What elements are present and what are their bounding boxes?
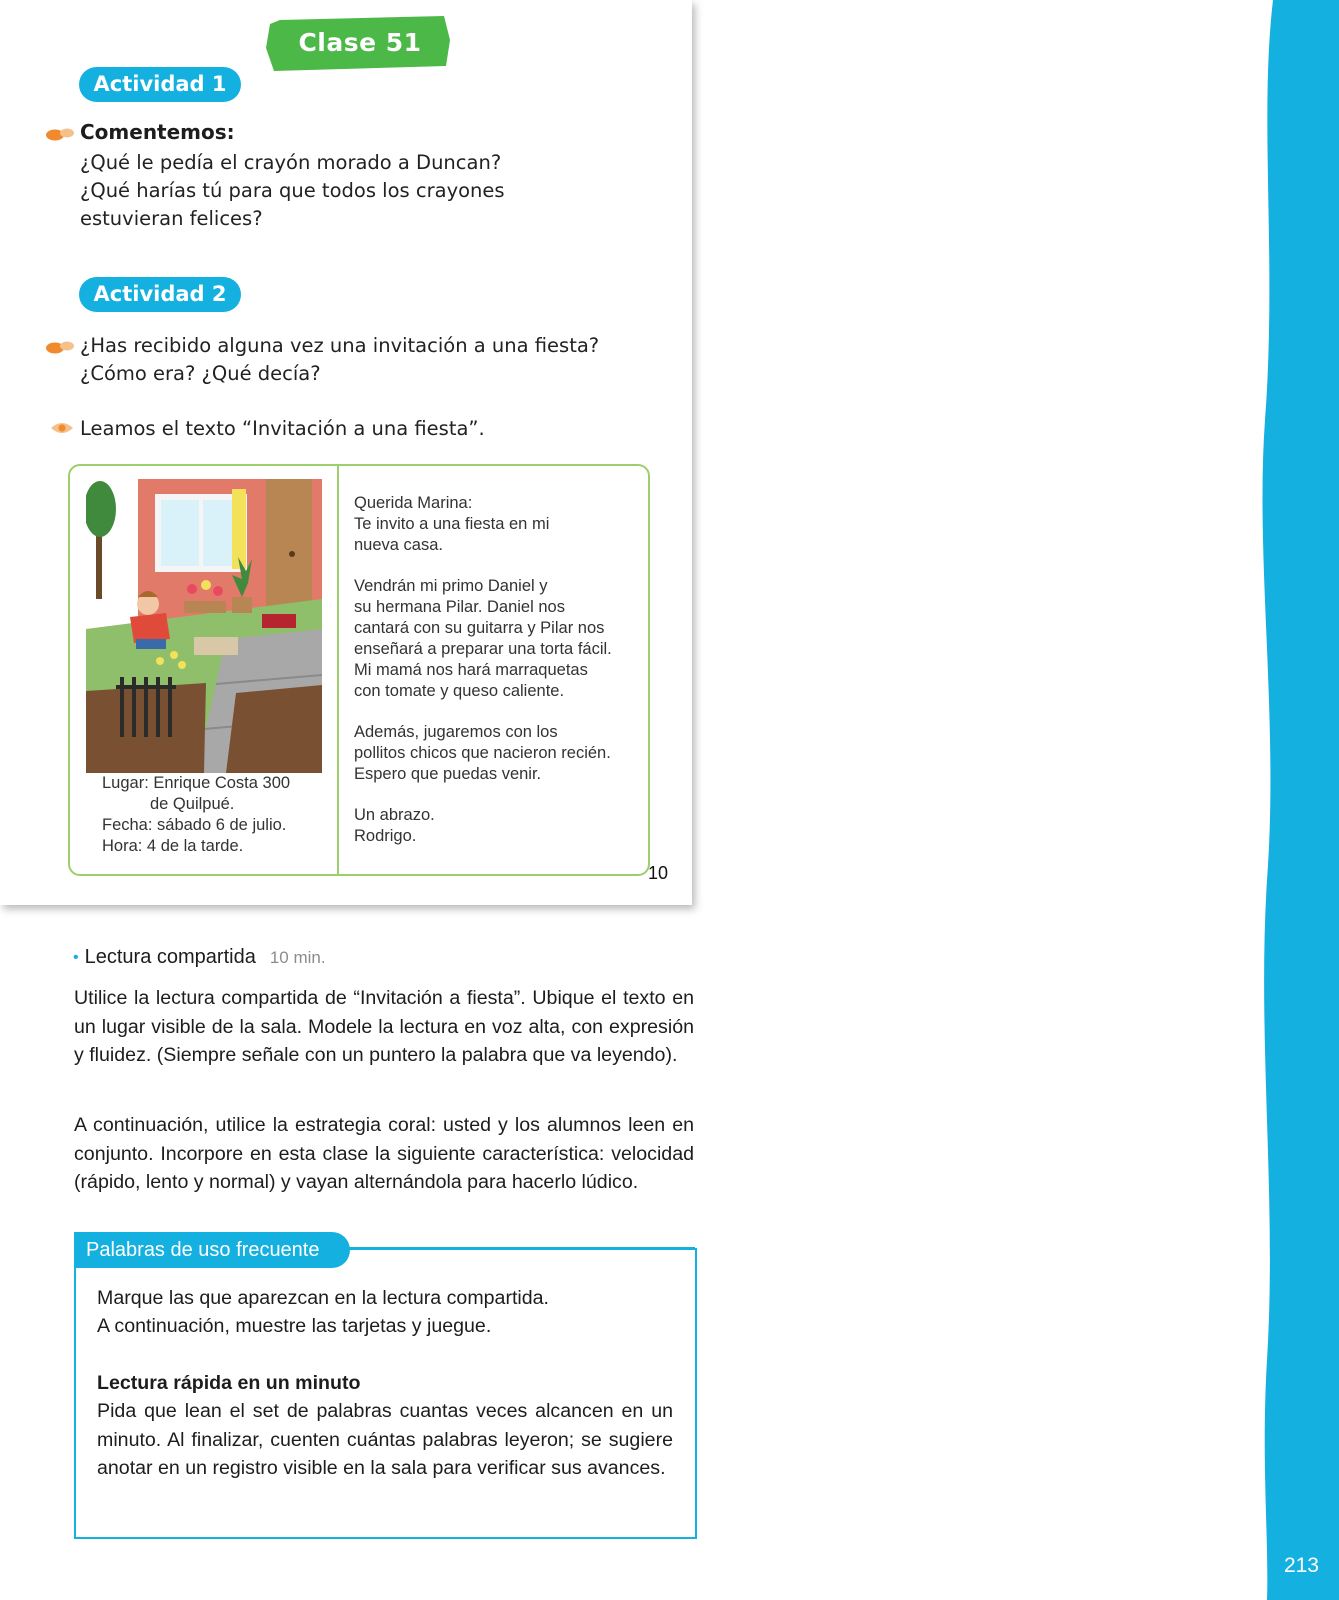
invitation-letter	[354, 493, 644, 867]
class-label: Clase 51	[298, 28, 422, 57]
box-top-line	[349, 1247, 695, 1249]
side-band	[1255, 0, 1339, 1600]
activity-1-line: ¿Qué le pedía el crayón morado a Duncan?	[80, 151, 502, 174]
shared-reading-title: Lectura compartida	[84, 946, 256, 968]
invitation-divider	[337, 464, 339, 874]
letter-line: Mi mamá nos hará marraquetas	[354, 661, 588, 679]
letter-line: Rodrigo.	[354, 827, 417, 845]
speech-bubbles-icon	[45, 127, 75, 141]
fast-reading-title: Lectura rápida en un minuto	[97, 1372, 361, 1394]
letter-line: Vendrán mi primo Daniel y	[354, 577, 548, 595]
letter-line: cantará con su guitarra y Pilar nos	[354, 619, 605, 637]
letter-line: Querida Marina:	[354, 494, 473, 512]
letter-line: Además, jugaremos con los	[354, 723, 558, 741]
detail-time: Hora: 4 de la tarde.	[102, 837, 244, 855]
guide-paragraph: Utilice la lectura compartida de “Invitación a fiesta”. Ubique el texto en un lugar visible de la sala. Modele la lectura en voz alta, con expresión y fluidez. (Siempre señale con un puntero la palabra que va leyendo).	[74, 987, 694, 1066]
bullet: •	[73, 948, 79, 966]
class-badge	[266, 14, 454, 71]
eye-icon	[50, 421, 74, 435]
box-line: A continuación, muestre las tarjetas y juegue.	[97, 1315, 492, 1337]
activity-2-line: ¿Has recibido alguna vez una invitación a una fiesta?	[80, 334, 600, 357]
letter-line: Espero que puedas venir.	[354, 765, 542, 783]
letter-line: Te invito a una fiesta en mi	[354, 515, 550, 533]
letter-line: pollitos chicos que nacieron recién.	[354, 744, 611, 762]
duration-label: 10 min.	[269, 948, 326, 967]
frequent-words-tab: Palabras de uso frecuente	[74, 1232, 350, 1268]
letter-line: con tomate y queso caliente.	[354, 682, 565, 700]
activity-1-label: Actividad 1	[79, 67, 241, 102]
letter-line: Un abrazo.	[354, 806, 435, 824]
detail-place: Lugar: Enrique Costa 300	[102, 774, 291, 792]
box-line: Marque las que aparezcan en la lectura compartida.	[97, 1287, 550, 1309]
detail-date: Fecha: sábado 6 de julio.	[102, 816, 287, 834]
detail-place-city: de Quilpué.	[150, 795, 235, 813]
activity-1-line: ¿Qué harías tú para que todos los crayones	[80, 179, 505, 202]
guide-paragraph: A continuación, utilice la estrategia coral: usted y los alumnos leen en conjunto. Incorpore en esta clase la siguiente característica: velocidad (rápido, lento y normal) y vayan alternándola para hacerlo lúdico.	[74, 1114, 694, 1193]
activity-2-line: ¿Cómo era? ¿Qué decía?	[80, 362, 321, 385]
activity-2-label: Actividad 2	[79, 277, 241, 312]
invitation-details	[102, 773, 290, 857]
shared-reading-heading	[73, 946, 326, 969]
letter-line: su hermana Pilar. Daniel nos	[354, 598, 565, 616]
fast-reading-paragraph: Pida que lean el set de palabras cuantas veces alcancen en un minuto. Al finalizar, cuenten cuántas palabras leyeron; se sugiere anotar en un registro visible en la sala para verificar sus avances.	[97, 1400, 673, 1479]
comentemos-title: Comentemos:	[80, 120, 235, 144]
letter-line: enseñará a preparar una torta fácil.	[354, 640, 612, 658]
house-garden-illustration	[86, 479, 322, 773]
activity-1-line: estuvieran felices?	[80, 207, 263, 230]
page-number: 213	[1283, 1554, 1319, 1577]
speech-bubbles-icon	[45, 340, 75, 354]
letter-line: nueva casa.	[354, 536, 443, 554]
read-instruction: Leamos el texto “Invitación a una fiesta”.	[80, 417, 485, 440]
student-page-number: 10	[648, 863, 669, 883]
